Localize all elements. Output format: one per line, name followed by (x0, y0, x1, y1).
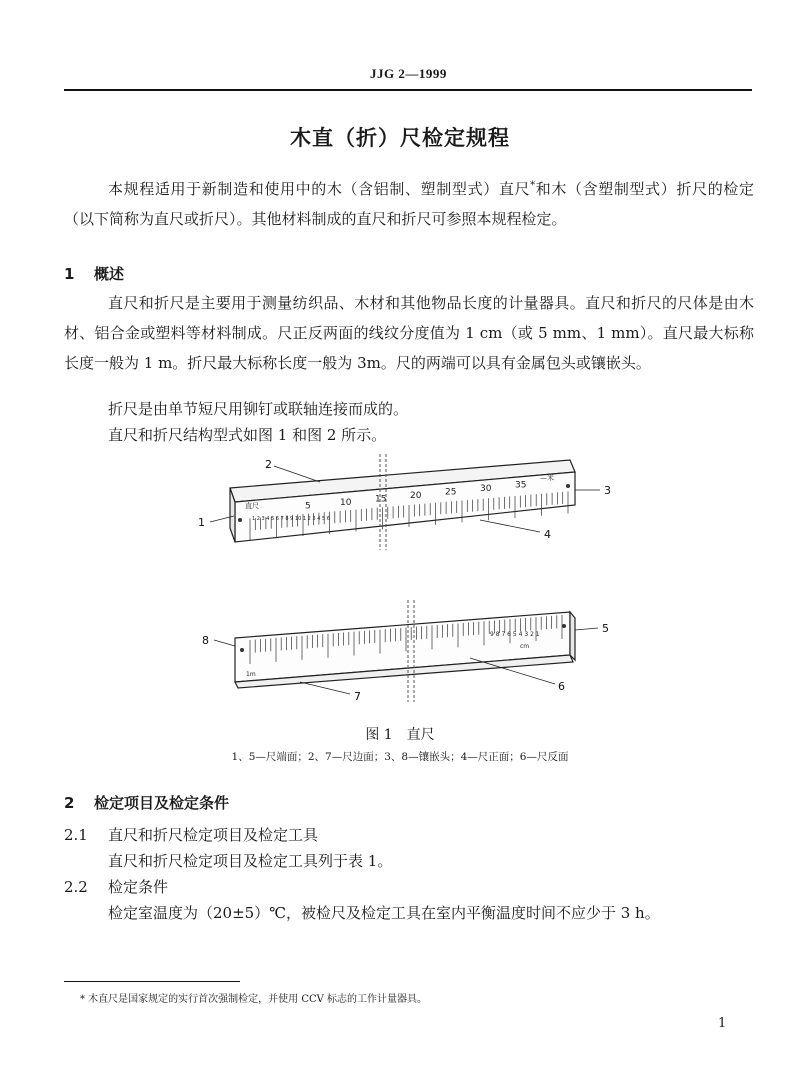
ruler-number: 10 (340, 498, 352, 508)
section-1-number: 1 (64, 265, 75, 283)
intro-text-2: 和木（含塑制型式）折尺的检定（以下简称为直尺或折尺）。其他材料制成的直尺和折尺可参照本规程检定。 (64, 180, 754, 228)
ruler-bottom-right-digits: 9 8 7 6 5 4 3 2 1 (490, 631, 540, 638)
header-code: JJG 2—1999 (370, 66, 447, 81)
ruler-number: 5 (305, 501, 311, 512)
section-2-2-heading (64, 876, 168, 897)
header-rule (64, 89, 752, 91)
section-1-paragraph-3: 直尺和折尺结构型式如图 1 和图 2 所示。 (108, 426, 387, 444)
ruler-figure (190, 450, 630, 720)
section-2-title: 检定项目及检定条件 (94, 794, 230, 812)
section-2-1-heading (64, 824, 318, 845)
ruler-bottom-inlay-left (240, 648, 244, 652)
section-2-2-text: 检定室温度为（20±5）℃，被检尺及检定工具在室内平衡温度时间不应少于 3 h。 (108, 904, 660, 922)
ruler-bottom-end (570, 612, 575, 660)
ruler-bottom-end-label: cm (520, 643, 530, 650)
section-1-heading (64, 263, 124, 284)
ruler-top-inlay-left (238, 518, 242, 522)
intro-paragraph (64, 171, 754, 234)
section-1-paragraph-2: 折尺是由单节短尺用铆钉或联轴连接而成的。 (108, 400, 409, 418)
ruler-top-end-label: —米 (540, 474, 554, 482)
page-number: 1 (718, 1016, 727, 1031)
ruler-number: 30 (480, 484, 492, 494)
figure-legend: 1、5—尺端面；2、7—尺边面；3、8—镶嵌头；4—尺正面；6—尺反面 (231, 751, 569, 763)
callout-2: 2 (265, 458, 272, 471)
footnote-marker: * (530, 180, 536, 191)
section-2-1-number: 2.1 (64, 826, 88, 844)
ruler-number: 20 (410, 491, 422, 501)
section-1-paragraph-1: 直尺和折尺是主要用于测量纺织品、木材和其他物品长度的计量器具。直尺和折尺的尺体是由木材、铝合金或塑料等材料制成。尺正反两面的线纹分度值为 1 cm（或 5 mm、1 mm）。直尺最大标称长度一般为 1 m。折尺最大标称长度一般为 3m。尺的两端可以具有金属包头或镶嵌头。 (64, 294, 754, 372)
ruler-number: 35 (515, 480, 527, 491)
section-2-1-title: 直尺和折尺检定项目及检定工具 (108, 826, 319, 844)
section-2-2-title: 检定条件 (108, 878, 169, 896)
section-2-number: 2 (64, 794, 75, 812)
section-2-heading (64, 792, 229, 813)
callout-6: 6 (558, 680, 565, 693)
footnote: * 木直尺是国家规定的实行首次强制检定，并使用 CCV 标志的工作计量器具。 (80, 994, 428, 1005)
ruler-bottom-inlay-right (562, 624, 566, 628)
ruler-number: 25 (445, 487, 457, 498)
ruler-top-inlay-right (566, 484, 570, 488)
callout-5: 5 (602, 622, 609, 635)
ruler-top-start-label: 直尺 (245, 502, 259, 510)
ruler-bottom-start-label: 1m (246, 671, 256, 678)
callout-1: 1 (198, 516, 205, 529)
section-2-1-text: 直尺和折尺检定项目及检定工具列于表 1。 (108, 852, 393, 870)
section-2-2-number: 2.2 (64, 878, 88, 896)
ruler-top-small-digits: 1 2 3 4 5 6 7 8 9 10 1 2 3 4 5 6 (252, 516, 330, 522)
figure-caption: 图 1 直尺 (365, 727, 435, 743)
callout-7: 7 (354, 690, 361, 703)
ruler-number: 15 (375, 494, 387, 505)
callout-4: 4 (544, 528, 551, 541)
intro-text-1: 本规程适用于新制造和使用中的木（含铝制、塑制型式）直尺 (108, 180, 531, 198)
page-title: 木直（折）尺检定规程 (290, 126, 510, 150)
ruler-bottom (235, 600, 575, 702)
footnote-rule (64, 981, 240, 982)
section-1-title: 概述 (94, 265, 125, 283)
callout-8: 8 (202, 634, 209, 647)
callout-3: 3 (604, 484, 611, 497)
